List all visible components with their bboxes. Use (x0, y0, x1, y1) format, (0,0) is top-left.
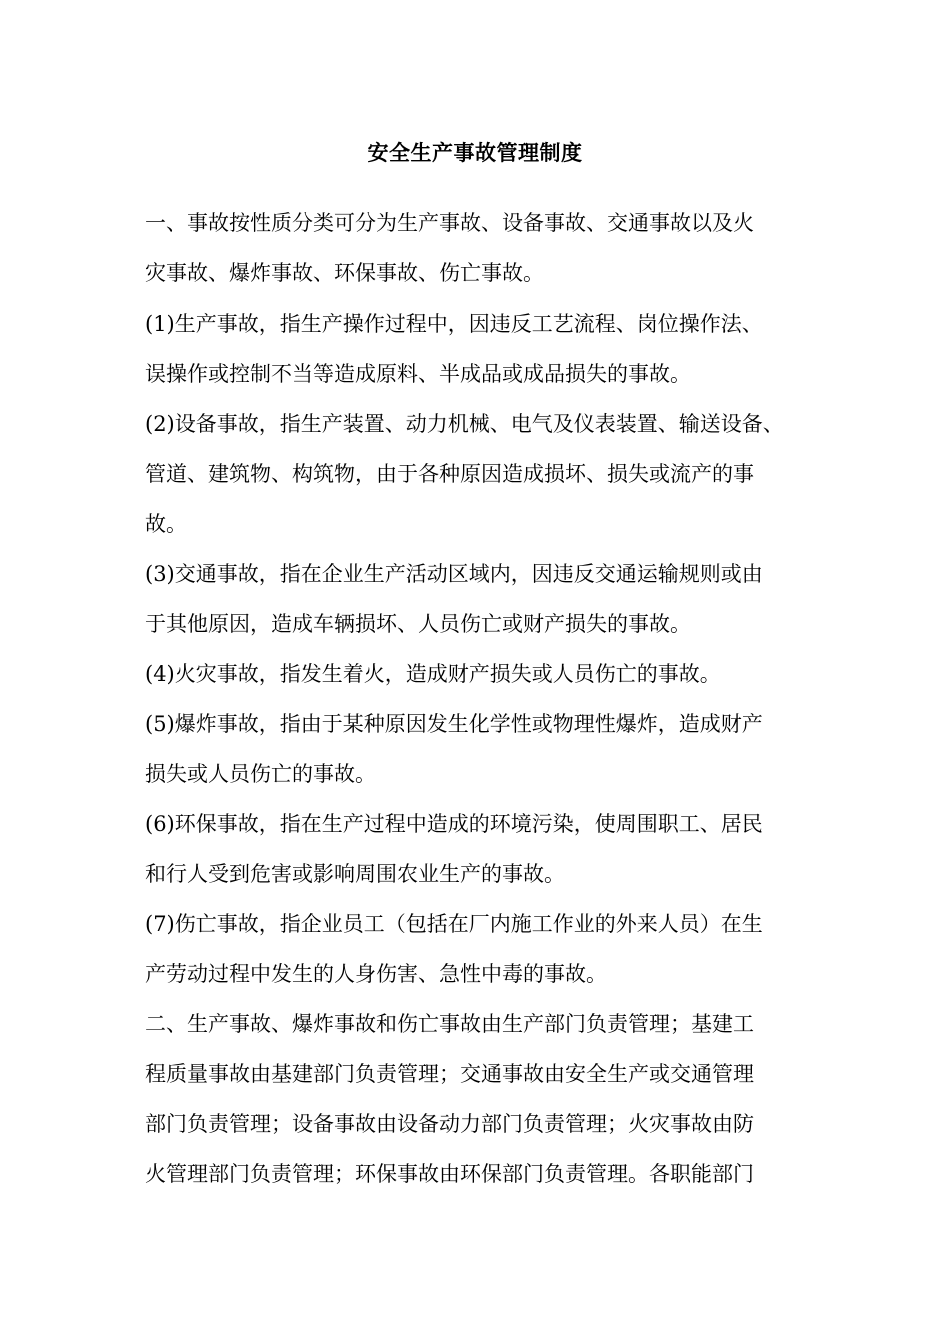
text-line: 损失或人员伤亡的事故。 (145, 762, 376, 786)
text-line: 火管理部门负责管理；环保事故由环保部门负责管理。各职能部门 (145, 1162, 754, 1186)
text-line: 部门负责管理；设备事故由设备动力部门负责管理；火灾事故由防 (145, 1112, 754, 1136)
document-title: 安全生产事故管理制度 (367, 141, 583, 165)
text-line: 一、事故按性质分类可分为生产事故、设备事故、交通事故以及火 (145, 211, 754, 235)
text-line: 产劳动过程中发生的人身伤害、急性中毒的事故。 (145, 962, 607, 986)
text-line: 和行人受到危害或影响周围农业生产的事故。 (145, 862, 565, 886)
text-line: 二、生产事故、爆炸事故和伤亡事故由生产部门负责管理；基建工 (145, 1012, 754, 1036)
text-line: (6)环保事故，指在生产过程中造成的环境污染，使周围职工、居民 (145, 812, 763, 836)
text-line: (2)设备事故，指生产装置、动力机械、电气及仪表装置、输送设备、 (145, 412, 784, 436)
text-line: 误操作或控制不当等造成原料、半成品或成品损失的事故。 (145, 362, 691, 386)
text-line: (4)火灾事故，指发生着火，造成财产损失或人员伤亡的事故。 (145, 662, 721, 686)
text-line: (3)交通事故，指在企业生产活动区域内，因违反交通运输规则或由 (145, 562, 763, 586)
text-line: 灾事故、爆炸事故、环保事故、伤亡事故。 (145, 261, 544, 285)
text-line: (5)爆炸事故，指由于某种原因发生化学性或物理性爆炸，造成财产 (145, 712, 763, 736)
text-line: (7)伤亡事故，指企业员工（包括在厂内施工作业的外来人员）在生 (145, 912, 763, 936)
text-line: 故。 (145, 512, 187, 536)
text-line: 管道、建筑物、构筑物，由于各种原因造成损坏、损失或流产的事 (145, 462, 754, 486)
text-line: 于其他原因，造成车辆损坏、人员伤亡或财产损失的事故。 (145, 612, 691, 636)
text-line: (1)生产事故，指生产操作过程中，因违反工艺流程、岗位操作法、 (145, 312, 763, 336)
text-line: 程质量事故由基建部门负责管理；交通事故由安全生产或交通管理 (145, 1062, 754, 1086)
